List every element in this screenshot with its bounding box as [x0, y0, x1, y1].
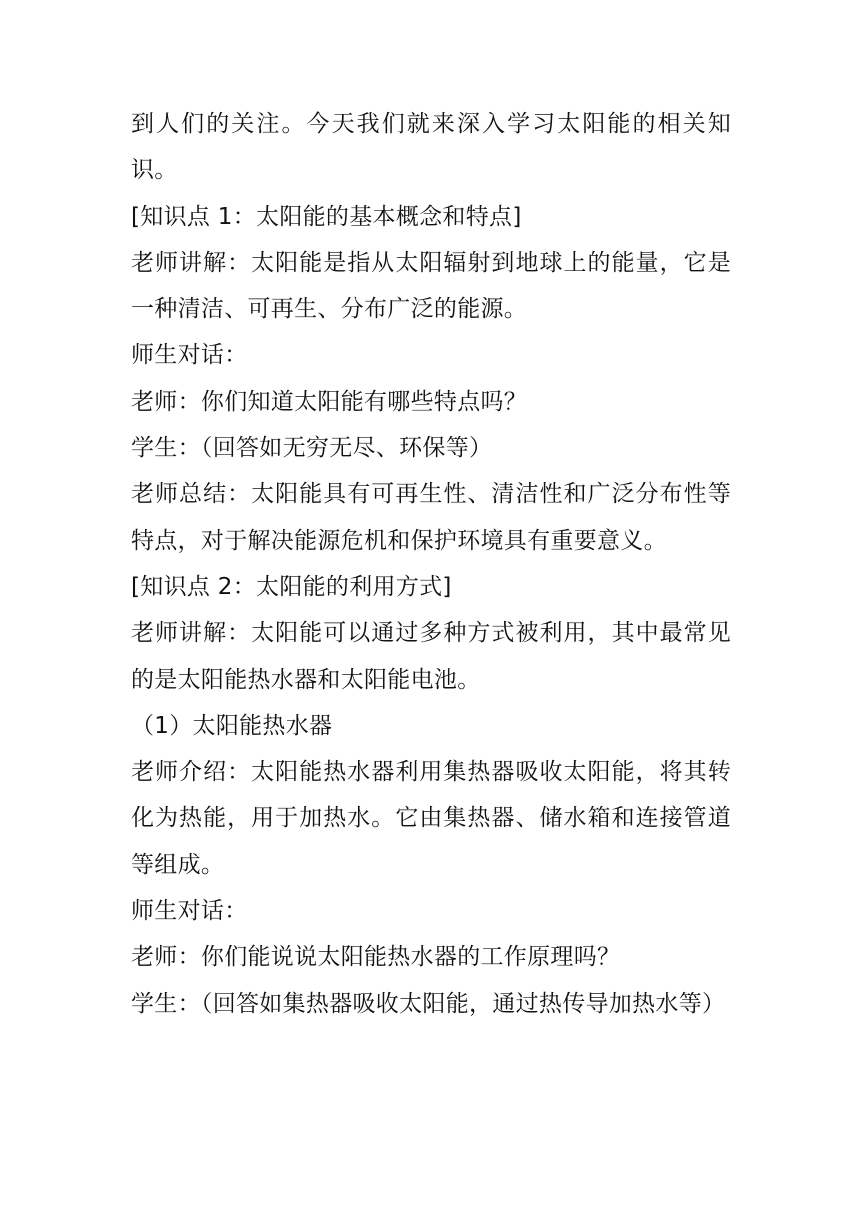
teacher-summary-1: 老师总结：太阳能具有可再生性、清洁性和广泛分布性等特点，对于解决能源危机和保护环境具有重要意义。: [131, 481, 731, 554]
knowledge-point-1-heading: [知识点 1：太阳能的基本概念和特点]: [131, 203, 522, 230]
document-body: [131, 101, 731, 1027]
teacher-question-2: 老师：你们能说说太阳能热水器的工作原理吗？: [131, 944, 621, 971]
teacher-question-1: 老师：你们知道太阳能有哪些特点吗？: [131, 388, 528, 415]
paragraph-intro-continuation: 到人们的关注。今天我们就来深入学习太阳能的相关知识。: [131, 111, 731, 184]
dialogue-label-1: 师生对话：: [131, 342, 248, 369]
knowledge-point-2-heading: [知识点 2：太阳能的利用方式]: [131, 573, 452, 600]
paragraph-teacher-explanation-1: 老师讲解：太阳能是指从太阳辐射到地球上的能量，它是一种清洁、可再生、分布广泛的能源。: [131, 249, 731, 323]
dialogue-label-2: 师生对话：: [131, 898, 248, 925]
student-answer-1: 学生：（回答如无穷无尽、环保等）: [131, 435, 493, 462]
student-answer-2: 学生：（回答如集热器吸收太阳能，通过热传导加热水等）: [131, 990, 726, 1017]
subsection-solar-water-heater: （1）太阳能热水器: [131, 712, 333, 739]
paragraph-teacher-explanation-2: 老师讲解：太阳能可以通过多种方式被利用，其中最常见的是太阳能热水器和太阳能电池。: [131, 620, 731, 693]
paragraph-teacher-introduction: 老师介绍：太阳能热水器利用集热器吸收太阳能，将其转化为热能，用于加热水。它由集热器、储水箱和连接管道等组成。: [131, 759, 731, 878]
